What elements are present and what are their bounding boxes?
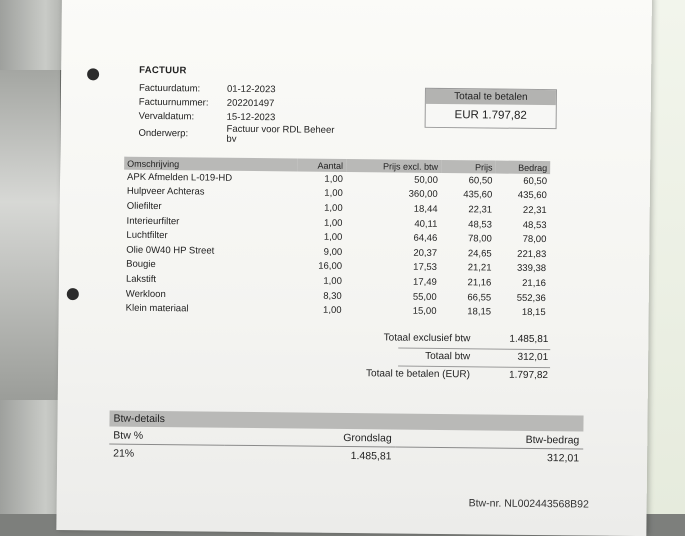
cell-description: APK Afmelden L-019-HD xyxy=(126,171,233,184)
table-row xyxy=(123,301,549,320)
cell-quantity: 1,00 xyxy=(324,173,344,185)
vat-base-value: 1.485,81 xyxy=(350,449,392,462)
cell-amount: 21,16 xyxy=(522,277,547,290)
cell-description: Interieurfilter xyxy=(126,215,180,227)
cell-description: Olie 0W40 HP Street xyxy=(126,244,215,257)
due-date-value: 15-12-2023 xyxy=(226,111,276,124)
col-price-excl-vat: Prijs excl. btw xyxy=(346,159,441,173)
cell-description: Bougie xyxy=(126,259,156,271)
cell-price: 18,15 xyxy=(467,306,492,318)
cell-amount: 221,83 xyxy=(517,248,547,260)
invoice-number-value: 202201497 xyxy=(226,97,275,110)
cell-price: 24,65 xyxy=(467,248,492,260)
cell-price: 60,50 xyxy=(468,175,493,187)
invoice-paper xyxy=(56,0,652,536)
cell-price-excl: 17,49 xyxy=(412,276,437,288)
vat-base-header: Grondslag xyxy=(224,428,396,447)
punch-hole-bottom xyxy=(67,288,79,300)
cell-price: 78,00 xyxy=(467,233,492,245)
invoice-date-label: Factuurdatum: xyxy=(138,82,201,95)
cell-description: Luchtfilter xyxy=(126,229,168,242)
cell-price: 66,55 xyxy=(467,291,492,304)
cell-quantity: 1,00 xyxy=(324,188,343,200)
cell-price-excl: 360,00 xyxy=(408,189,438,201)
vat-percent-header: Btw % xyxy=(109,427,224,446)
cell-price-excl: 20,37 xyxy=(413,247,438,259)
cell-amount: 435,60 xyxy=(517,190,547,202)
cell-quantity: 1,00 xyxy=(324,202,343,214)
cell-amount: 60,50 xyxy=(523,175,548,187)
cell-price-excl: 40,11 xyxy=(414,218,438,230)
cell-price-excl: 18,44 xyxy=(413,203,438,215)
invoice-number-label: Factuurnummer: xyxy=(138,96,209,109)
cell-amount: 339,38 xyxy=(516,263,547,275)
subject-value: Factuur voor RDL Beheer bv xyxy=(226,123,335,145)
cell-price: 21,16 xyxy=(467,277,492,289)
cell-amount: 22,31 xyxy=(522,204,547,217)
grand-total-label: Totaal te betalen (EUR) xyxy=(365,368,471,381)
punch-hole-top xyxy=(87,68,99,80)
grand-total-value: 1.797,82 xyxy=(508,369,549,382)
col-quantity: Aantal xyxy=(297,158,346,172)
cell-amount: 18,15 xyxy=(521,306,546,319)
cell-quantity: 1,00 xyxy=(323,304,342,317)
cell-quantity: 1,00 xyxy=(323,231,343,244)
total-due-box xyxy=(425,88,557,129)
total-vat-value: 312,01 xyxy=(517,351,549,364)
cell-price-excl: 64,46 xyxy=(413,232,438,245)
invoice-title: FACTUUR xyxy=(139,64,187,77)
cell-description: Hulpveer Achteras xyxy=(126,186,205,198)
binder-plate xyxy=(0,70,62,400)
vat-percent-value: 21% xyxy=(113,447,135,460)
col-price: Prijs xyxy=(441,160,496,174)
total-due-value: EUR 1.797,82 xyxy=(454,109,527,122)
cell-price: 48,53 xyxy=(468,218,493,231)
invoice-date-value: 01-12-2023 xyxy=(226,83,276,96)
cell-quantity: 16,00 xyxy=(318,261,343,273)
vat-details-title: Btw-details xyxy=(109,411,583,432)
cell-price-excl: 17,53 xyxy=(413,262,438,274)
cell-quantity: 9,00 xyxy=(323,246,343,258)
cell-price: 435,60 xyxy=(463,189,493,201)
cell-price: 22,31 xyxy=(468,204,493,216)
total-excl-vat-label: Totaal exclusief btw xyxy=(383,332,471,345)
col-description: Omschrijving xyxy=(124,157,297,172)
cell-quantity: 1,00 xyxy=(323,275,342,287)
cell-description: Lakstift xyxy=(125,273,157,285)
due-date-label: Vervaldatum: xyxy=(138,110,195,123)
vat-details-table xyxy=(109,411,584,467)
cell-quantity: 1,00 xyxy=(323,217,343,229)
summary-divider xyxy=(398,366,550,369)
summary-divider xyxy=(398,348,550,351)
cell-amount: 48,53 xyxy=(522,219,547,231)
cell-amount: 78,00 xyxy=(522,234,547,246)
cell-price-excl: 50,00 xyxy=(414,174,438,186)
cell-price-excl: 15,00 xyxy=(412,305,437,318)
cell-amount: 552,36 xyxy=(516,292,546,304)
vat-amount-value: 312,01 xyxy=(546,451,580,464)
subject-label: Onderwerp: xyxy=(138,127,189,140)
vat-number: Btw-nr. NL002443568B92 xyxy=(468,497,589,511)
total-excl-vat-value: 1.485,81 xyxy=(509,333,549,346)
vat-amount-header: Btw-bedrag xyxy=(396,430,584,449)
total-vat-label: Totaal btw xyxy=(425,350,471,363)
col-amount: Bedrag xyxy=(496,161,551,175)
invoice-lines-table xyxy=(123,157,551,320)
cell-quantity: 8,30 xyxy=(323,290,342,302)
total-due-label: Totaal te betalen xyxy=(426,89,556,105)
cell-price-excl: 55,00 xyxy=(412,291,437,303)
table-row xyxy=(109,444,583,466)
cell-description: Werkloon xyxy=(125,288,166,300)
cell-price: 21,21 xyxy=(467,262,492,274)
cell-description: Oliefilter xyxy=(126,200,162,213)
cell-description: Klein materiaal xyxy=(125,302,189,315)
